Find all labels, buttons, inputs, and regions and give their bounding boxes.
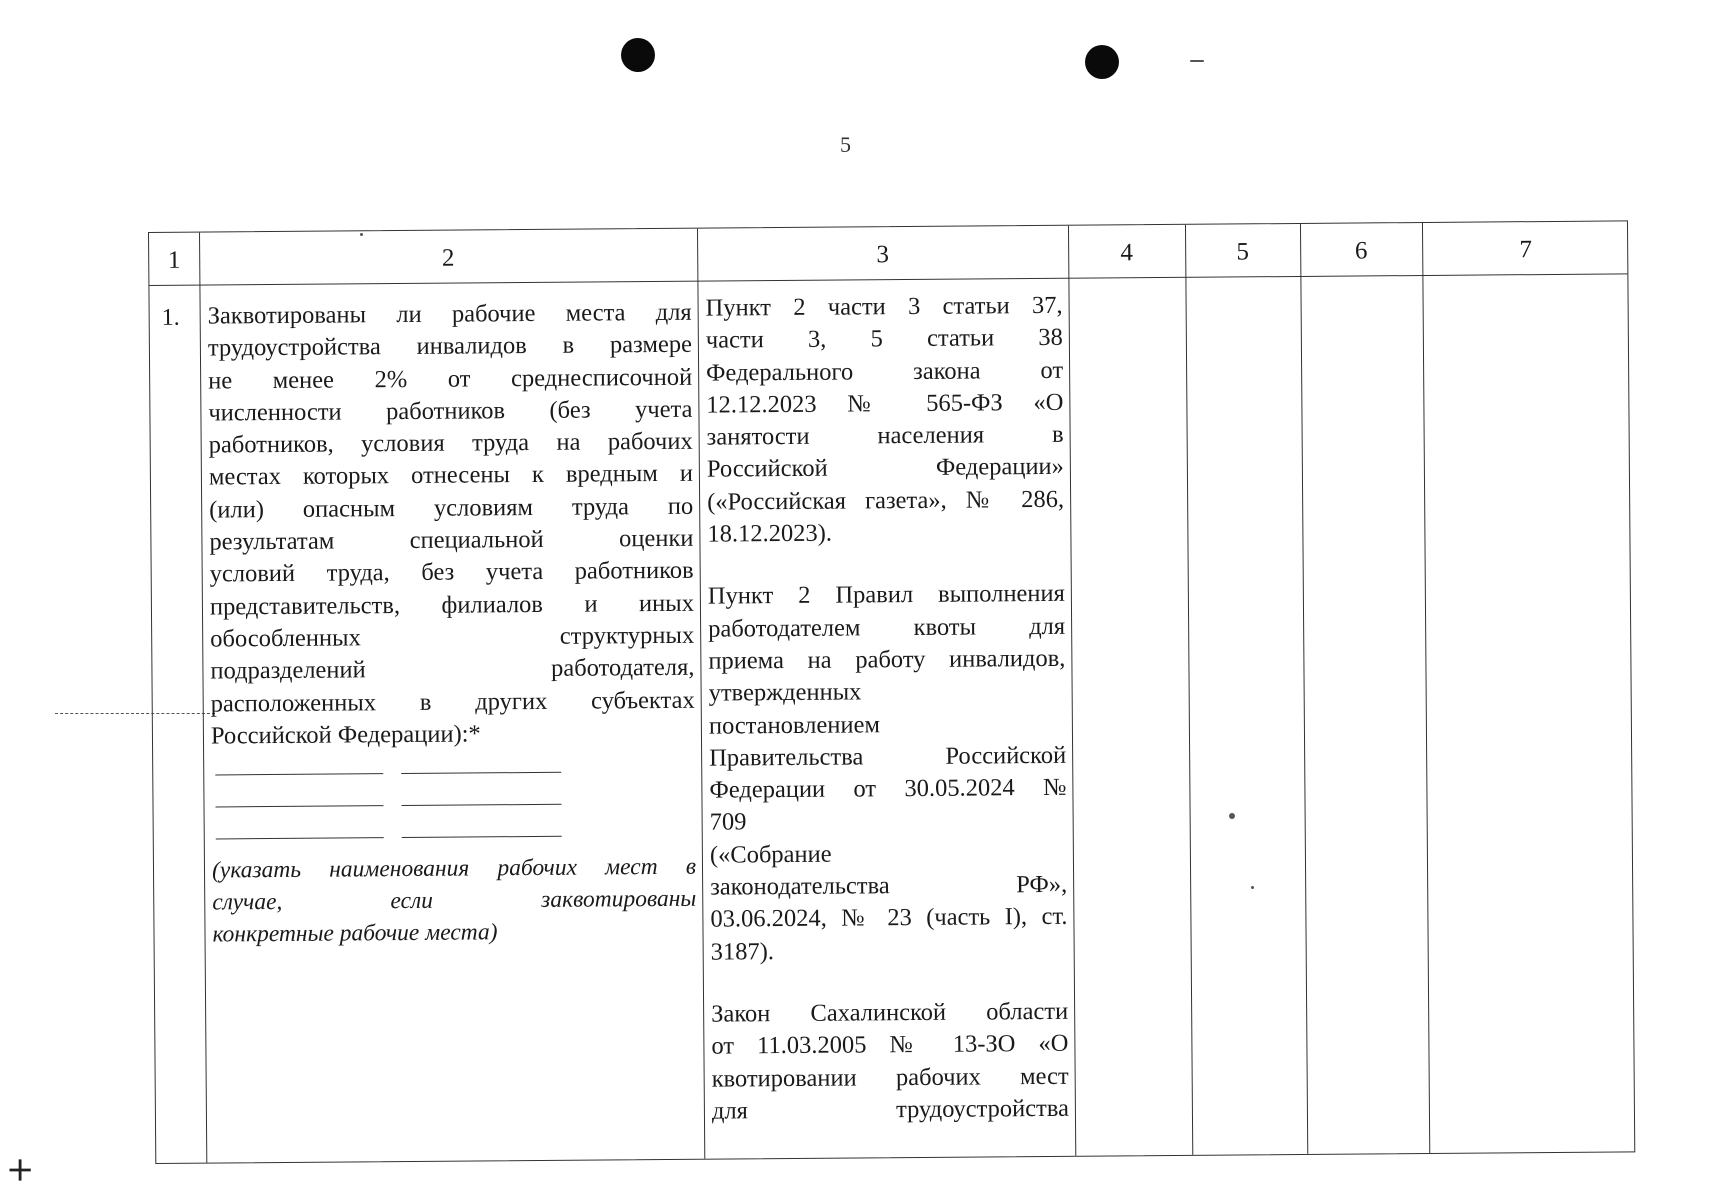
page-number: 5 bbox=[840, 132, 851, 157]
question-line: не менее 2% от среднесписочной bbox=[208, 363, 693, 395]
legal-basis-line: 18.12.2023). bbox=[707, 519, 833, 548]
column-header-1: 1 bbox=[167, 246, 181, 274]
question-line: численности работников (без учета bbox=[208, 395, 693, 427]
scan-speck bbox=[1190, 60, 1204, 62]
legal-basis-line: занятости населения в bbox=[706, 421, 1064, 451]
legal-basis-line: Федерации от 30.05.2024 № bbox=[709, 773, 1067, 804]
instruction-line: конкретные рабочие места) bbox=[212, 919, 498, 948]
legal-basis-cell bbox=[705, 290, 1069, 1128]
question-line: Заквотированы ли рабочие места для bbox=[207, 298, 692, 330]
legal-basis-line: («Российская газета», № 286, bbox=[707, 485, 1065, 516]
question-line: расположенных в других субъектах bbox=[210, 686, 695, 718]
legal-basis-block-2 bbox=[708, 578, 1068, 968]
cell-column-6[interactable] bbox=[1301, 276, 1428, 1154]
punch-hole-left bbox=[621, 38, 655, 72]
cell-column-7[interactable] bbox=[1423, 274, 1634, 1153]
legal-basis-line: 3187). bbox=[710, 937, 775, 966]
legal-basis-line: Российской Федерации» bbox=[706, 453, 1064, 484]
punch-hole-right bbox=[1085, 45, 1119, 79]
instruction-line: (указать наименования рабочих мест в bbox=[211, 853, 697, 884]
legal-basis-line: 709 bbox=[709, 808, 747, 837]
instruction-note bbox=[212, 851, 697, 951]
answer-line[interactable] bbox=[215, 773, 383, 775]
row-number: 1. bbox=[161, 304, 180, 331]
legal-basis-line: законодательства РФ», bbox=[710, 870, 1068, 901]
column-header-5: 5 bbox=[1236, 238, 1250, 266]
answer-blank-lines bbox=[211, 763, 696, 849]
question-line: обособленных структурных bbox=[210, 621, 695, 653]
column-header-6: 6 bbox=[1354, 237, 1368, 265]
answer-line[interactable] bbox=[216, 805, 384, 807]
legal-basis-line: Правительства Российской bbox=[709, 741, 1067, 772]
question-line: трудоустройства инвалидов в размере bbox=[207, 331, 693, 362]
legal-basis-line: части 3, 5 статьи 38 bbox=[705, 324, 1063, 354]
legal-basis-line: 03.06.2024, № 23 (часть I), ст. bbox=[710, 903, 1068, 933]
legal-basis-line: («Собрание bbox=[709, 840, 832, 869]
legal-basis-line: утвержденных bbox=[708, 678, 862, 707]
legal-basis-line: Пункт 2 части 3 статьи 37, bbox=[705, 291, 1063, 322]
legal-basis-line: 12.12.2023 № 565-ФЗ «О bbox=[706, 388, 1064, 419]
answer-line[interactable] bbox=[402, 836, 562, 838]
question-line: Российской Федерации):* bbox=[210, 720, 481, 750]
cell-column-5[interactable] bbox=[1186, 277, 1306, 1155]
legal-basis-line: Федерального закона от bbox=[706, 356, 1064, 387]
question-line: (или) опасным условиям труда по bbox=[209, 492, 694, 524]
legal-basis-line: приема на работу инвалидов, bbox=[708, 644, 1066, 675]
column-header-2: 2 bbox=[441, 244, 455, 272]
question-line: результатам специальной оценки bbox=[209, 524, 694, 556]
cell-column-4[interactable] bbox=[1069, 278, 1191, 1156]
legal-basis-block-3 bbox=[711, 996, 1069, 1128]
column-divider bbox=[697, 229, 705, 1159]
answer-line[interactable] bbox=[401, 772, 561, 774]
legal-basis-line: Закон Сахалинской области bbox=[711, 997, 1069, 1028]
answer-line[interactable] bbox=[402, 804, 562, 806]
column-header-4: 4 bbox=[1120, 239, 1134, 267]
answer-line[interactable] bbox=[216, 837, 384, 839]
column-header-3: 3 bbox=[876, 241, 890, 269]
column-divider bbox=[199, 233, 207, 1163]
legal-basis-block-1 bbox=[705, 290, 1064, 551]
legal-basis-line: от 11.03.2005 № 13-ЗО «О bbox=[711, 1030, 1069, 1060]
legal-basis-line: Пункт 2 Правил выполнения bbox=[707, 580, 1065, 610]
question-line: подразделений работодателя, bbox=[210, 653, 695, 685]
instruction-line: случае, если заквотированы bbox=[212, 885, 697, 916]
question-line: условий труда, без учета работников bbox=[209, 557, 694, 588]
legal-basis-line: для трудоустройства bbox=[711, 1094, 1070, 1125]
column-header-7: 7 bbox=[1519, 236, 1533, 264]
question-cell bbox=[208, 297, 697, 951]
legal-basis-line: работодателем квоты для bbox=[708, 612, 1066, 643]
inspection-table bbox=[148, 220, 1635, 1164]
question-line: представительств, филиалов и иных bbox=[209, 589, 695, 621]
legal-basis-line: квотировании рабочих мест bbox=[711, 1062, 1069, 1093]
margin-mark: + bbox=[0, 1155, 41, 1185]
legal-basis-line: постановлением bbox=[708, 710, 881, 740]
question-line: местах которых отнесены к вредным и bbox=[208, 460, 694, 492]
question-line: работников, условия труда на рабочих bbox=[208, 427, 693, 459]
